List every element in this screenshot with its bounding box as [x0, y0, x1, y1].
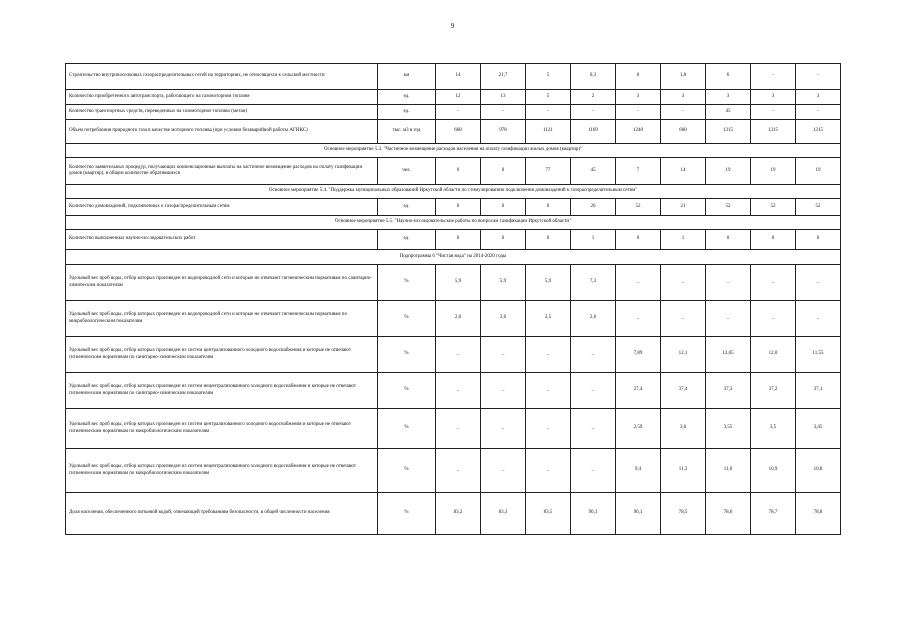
indicator-unit: %	[378, 449, 436, 493]
table-row	[66, 230, 841, 250]
indicator-value: _	[616, 265, 661, 301]
indicator-value: 9,4	[616, 449, 661, 493]
indicator-value: 78,8	[796, 493, 841, 535]
indicator-value: -	[571, 105, 616, 120]
indicator-value: 13	[481, 90, 526, 105]
indicator-value: 83,2	[436, 493, 481, 535]
indicator-value: 83,3	[481, 493, 526, 535]
indicator-unit: ед.	[378, 90, 436, 105]
indicator-value: _	[481, 409, 526, 449]
indicator-value: 2,5	[526, 301, 571, 337]
section-heading: Основное мероприятие 5.4. "Поддержка муниципальных образований Иркутской области по стимулированию подключения домовладений к газораспределительным сетям"	[66, 185, 841, 199]
indicator-value: 19	[706, 158, 751, 185]
indicator-value: 7,89	[616, 337, 661, 373]
indicator-value: 12	[436, 90, 481, 105]
indicator-name: Удельный вес проб воды, отбор которых произведен из систем централизованного холодного водоснабжения и которые не отвечают гигиеническим нормативам по микробиологическим показателям	[66, 409, 378, 449]
indicator-value: 37,1	[796, 373, 841, 409]
indicator-value: 10,9	[751, 449, 796, 493]
indicator-value: 5,9	[481, 265, 526, 301]
table-row	[66, 301, 841, 337]
indicator-value: 7	[616, 158, 661, 185]
indicator-unit: ед.	[378, 105, 436, 120]
indicator-value: 0	[481, 158, 526, 185]
table-row	[66, 493, 841, 535]
indicator-value: 1315	[796, 120, 841, 144]
indicator-value: 3,6	[661, 409, 706, 449]
section-row	[66, 250, 841, 265]
indicator-value: 96,1	[571, 493, 616, 535]
indicator-value: 2,6	[571, 301, 616, 337]
section-row	[66, 185, 841, 199]
indicator-unit: чел.	[378, 158, 436, 185]
indicator-value: 3	[796, 90, 841, 105]
indicator-value: -	[526, 105, 571, 120]
indicator-value: _	[436, 449, 481, 493]
indicator-value: _	[526, 373, 571, 409]
section-heading: Основное мероприятие 5.5. "Научно-исследовательские работы по вопросам газификации Иркутской области"	[66, 216, 841, 230]
indicator-value: 0	[526, 199, 571, 216]
indicator-unit: %	[378, 373, 436, 409]
section-row	[66, 216, 841, 230]
indicator-value: 21,7	[481, 64, 526, 90]
indicator-value: 3,45	[796, 409, 841, 449]
indicator-value: _	[706, 265, 751, 301]
indicator-value: 0	[436, 158, 481, 185]
indicator-value: 26	[571, 199, 616, 216]
indicator-unit: %	[378, 493, 436, 535]
section-row	[66, 144, 841, 158]
indicator-unit: %	[378, 265, 436, 301]
indicator-value: 12,1	[661, 337, 706, 373]
indicator-value: 660	[661, 120, 706, 144]
indicator-value: _	[751, 265, 796, 301]
table-row	[66, 105, 841, 120]
indicator-value: 37,2	[751, 373, 796, 409]
indicator-unit: ед.	[378, 230, 436, 250]
indicator-value: 11,0	[706, 449, 751, 493]
indicator-name: Удельный вес проб воды, отбор которых произведен из систем централизованного холодного водоснабжения и которые не отвечают гигиеническим нормативам по санитарно-химическим показателям	[66, 337, 378, 373]
indicator-value: 11,55	[796, 337, 841, 373]
indicator-value: 3	[706, 90, 751, 105]
indicator-unit: %	[378, 337, 436, 373]
table-row	[66, 64, 841, 90]
indicator-value: _	[436, 337, 481, 373]
indicator-name: Удельный вес проб воды, отбор которых произведен из систем нецентрализованного холодного водоснабжения и которые не отвечают гигиеническим нормативам по санитарно-химическим показателям	[66, 373, 378, 409]
indicator-value: _	[436, 409, 481, 449]
indicator-value: 83,5	[526, 493, 571, 535]
indicator-value: _	[751, 301, 796, 337]
table-row	[66, 373, 841, 409]
indicator-value: _	[796, 265, 841, 301]
indicator-value: 6	[706, 64, 751, 90]
indicator-value: _	[571, 409, 616, 449]
table-row	[66, 449, 841, 493]
indicator-value: 0,3	[571, 64, 616, 90]
indicator-value: 0	[751, 230, 796, 250]
indicator-value: 3	[616, 90, 661, 105]
indicator-value: _	[526, 409, 571, 449]
indicator-value: -	[796, 105, 841, 120]
indicator-value: _	[571, 373, 616, 409]
indicator-value: 52	[706, 199, 751, 216]
indicator-value: _	[616, 301, 661, 337]
indicator-value: 11,3	[661, 449, 706, 493]
indicator-value: 1169	[571, 120, 616, 144]
indicator-value: 52	[616, 199, 661, 216]
indicator-value: -	[616, 105, 661, 120]
indicator-value: 3	[661, 90, 706, 105]
indicator-value: _	[436, 373, 481, 409]
indicator-value: _	[796, 301, 841, 337]
indicator-value: 5	[526, 64, 571, 90]
indicator-value: 0	[481, 199, 526, 216]
indicator-value: 0	[796, 230, 841, 250]
indicator-value: 1315	[751, 120, 796, 144]
table-row	[66, 409, 841, 449]
indicator-value: _	[481, 449, 526, 493]
indicator-unit: ед.	[378, 199, 436, 216]
indicator-value: 2	[571, 90, 616, 105]
table-row	[66, 90, 841, 105]
indicator-value: 5	[526, 90, 571, 105]
table-body	[66, 64, 841, 535]
indicator-value: 14	[436, 64, 481, 90]
table-row	[66, 199, 841, 216]
indicator-value: 14	[661, 158, 706, 185]
indicator-value: 2,59	[616, 409, 661, 449]
indicator-value: 3	[751, 90, 796, 105]
indicator-name: Объем потребления природного газа в качестве моторного топлива (при условии безаварийной работы АГНКС)	[66, 120, 378, 144]
indicator-value: 0	[436, 230, 481, 250]
indicator-name: Количество домовладений, подключенных к газораспределительным сетям	[66, 199, 378, 216]
indicator-value: 19	[796, 158, 841, 185]
indicator-unit: тыс. м3 в год	[378, 120, 436, 144]
indicator-value: 978	[481, 120, 526, 144]
indicator-value: 96,1	[616, 493, 661, 535]
indicator-name: Удельный вес проб воды, отбор которых произведен из водопроводной сети и которые не отвечают гигиеническим нормативам по санитарно-химическим показателям	[66, 265, 378, 301]
indicator-value: _	[661, 265, 706, 301]
table-row	[66, 337, 841, 373]
indicator-value: 1	[571, 230, 616, 250]
indicator-value: 0	[616, 64, 661, 90]
indicator-value: 668	[436, 120, 481, 144]
indicator-value: 78,5	[661, 493, 706, 535]
table-row	[66, 120, 841, 144]
indicator-value: _	[661, 301, 706, 337]
indicator-value: 45	[706, 105, 751, 120]
indicator-unit: %	[378, 301, 436, 337]
indicator-value: -	[436, 105, 481, 120]
indicator-value: 1,8	[661, 64, 706, 90]
indicator-value: -	[661, 105, 706, 120]
indicator-value: -	[796, 64, 841, 90]
indicator-value: 2,6	[481, 301, 526, 337]
indicator-value: 10,8	[796, 449, 841, 493]
section-heading: Подпрограмма 6 "Чистая вода" на 2014-2020 годы	[66, 250, 841, 265]
section-heading: Основное мероприятие 5.3. "Частичное возмещение расходов населения на оплату газификации жилых домов (квартир)"	[66, 144, 841, 158]
indicator-name: Количество выполненных научно-исследовательских работ	[66, 230, 378, 250]
indicator-value: 27,4	[616, 373, 661, 409]
indicator-name: Количество приобретенного автотранспорта, работающего на газомоторном топливе	[66, 90, 378, 105]
indicator-value: _	[571, 337, 616, 373]
page-number: 9	[450, 22, 455, 30]
indicator-name: Удельный вес проб воды, отбор которых произведен из водопроводной сети и которые не отвечают гигиеническим нормативам по микробиологическим показателям	[66, 301, 378, 337]
indicator-value: 5,9	[436, 265, 481, 301]
indicator-value: 0	[526, 230, 571, 250]
indicator-value: _	[706, 301, 751, 337]
indicator-value: 0	[706, 230, 751, 250]
indicator-unit: км	[378, 64, 436, 90]
indicator-value: _	[481, 373, 526, 409]
indicator-name: Строительство внутрипоселковых газораспределительных сетей на территориях, не относящихся к сельской местности	[66, 64, 378, 90]
indicator-name: Количество транспортных средств, переведенных на газомоторное топливо (метан)	[66, 105, 378, 120]
indicator-name: Количество заявительных процедур, получающих компенсационные выплаты на частичное возмещение расходов на оплату газификации домов (квартир), в общем количестве обратившихся	[66, 158, 378, 185]
indicator-value: 78,7	[751, 493, 796, 535]
indicator-name: Удельный вес проб воды, отбор которых произведен из систем нецентрализованного холодного водоснабжения и которые не отвечают гигиеническим нормативам по микробиологическим показателям	[66, 449, 378, 493]
indicator-value: 3,5	[751, 409, 796, 449]
indicator-value: _	[526, 337, 571, 373]
indicator-value: 7,3	[571, 265, 616, 301]
table-row	[66, 265, 841, 301]
indicator-value: _	[481, 337, 526, 373]
indicator-value: 1	[661, 230, 706, 250]
indicator-value: 12,05	[706, 337, 751, 373]
indicator-value: 0	[481, 230, 526, 250]
indicator-value: 5,9	[526, 265, 571, 301]
indicator-value: 37,4	[661, 373, 706, 409]
indicator-value: 0	[436, 199, 481, 216]
indicator-value: 3,55	[706, 409, 751, 449]
indicator-value: 52	[796, 199, 841, 216]
indicator-value: 12,0	[751, 337, 796, 373]
indicator-value: 21	[661, 199, 706, 216]
indicator-value: _	[526, 449, 571, 493]
indicator-value: 45	[571, 158, 616, 185]
indicator-value: 78,6	[706, 493, 751, 535]
indicator-value: 1121	[526, 120, 571, 144]
indicator-value: _	[571, 449, 616, 493]
indicator-value: 0	[616, 230, 661, 250]
indicator-unit: %	[378, 409, 436, 449]
indicator-value: 19	[751, 158, 796, 185]
indicator-value: 52	[751, 199, 796, 216]
indicator-value: 1240	[616, 120, 661, 144]
indicator-value: 2,6	[436, 301, 481, 337]
indicator-name: Доля населения, обеспеченного питьевой водой, отвечающей требованиям безопасности, в общей численности населения	[66, 493, 378, 535]
indicators-table	[65, 63, 841, 535]
indicator-value: -	[751, 105, 796, 120]
table-row	[66, 158, 841, 185]
indicator-value: -	[481, 105, 526, 120]
indicator-value: -	[751, 64, 796, 90]
indicator-value: 77	[526, 158, 571, 185]
indicator-value: 1315	[706, 120, 751, 144]
indicator-value: 37,3	[706, 373, 751, 409]
